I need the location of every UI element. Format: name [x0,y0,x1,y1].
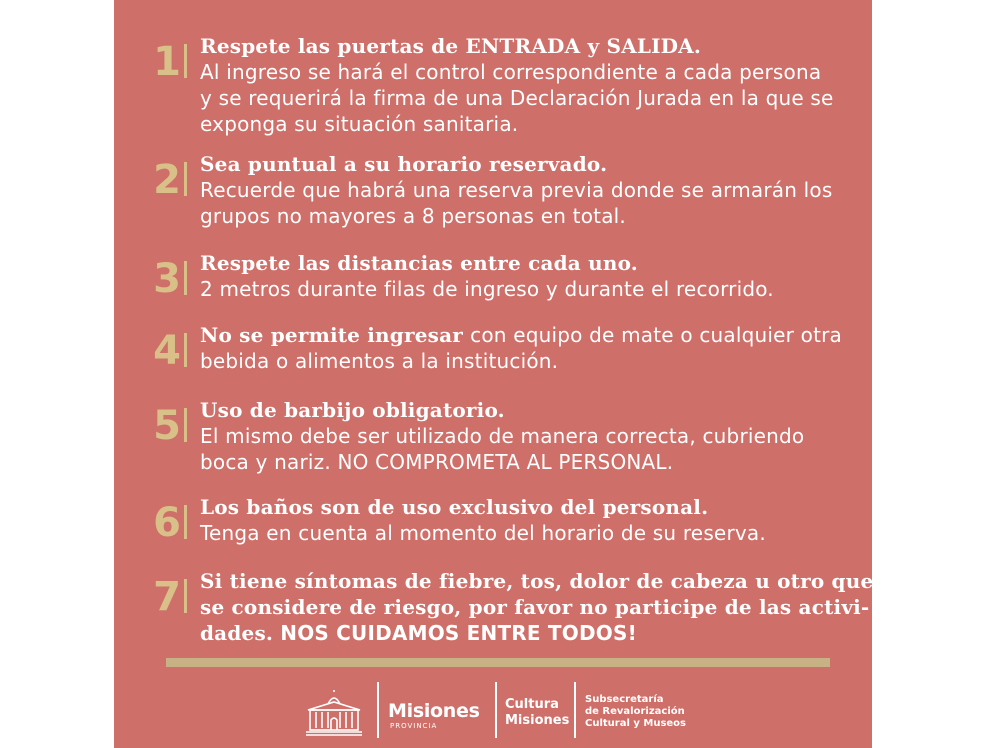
rule-number: 4 [153,328,181,374]
number-divider-bar [184,44,187,78]
number-divider-bar [184,333,187,367]
text-segment: Respete las puertas de ENTRADA y SALIDA. [200,34,702,58]
text-segment: No se permite ingresar [200,323,471,347]
rule-heading-line [200,34,850,60]
rule-body-line [200,86,850,112]
government-building-icon [304,690,364,736]
rule-heading-line [200,152,850,178]
rule-number: 1 [153,39,181,85]
footer [114,672,872,748]
subsecretaria-label: Subsecretaría [585,694,664,705]
text-segment: se considere de riesgo, por favor no participe de las activi- [200,595,870,619]
number-divider-bar [184,408,187,442]
rule-text [200,251,850,303]
rule-heading-line [200,495,850,521]
rule-text [200,495,850,547]
number-divider-bar [184,261,187,295]
rule-body-line [200,178,850,204]
rule-body-line [200,60,850,86]
text-segment: Al ingreso se hará el control correspondiente a cada persona [200,60,822,84]
rule-body-line [200,521,850,547]
subsecretaria-label-line3: Cultural y Museos [585,718,687,729]
info-panel [114,0,872,748]
text-segment: 2 metros durante filas de ingreso y durante el recorrido. [200,277,774,301]
text-segment: NOS CUIDAMOS ENTRE TODOS! [280,621,637,645]
text-segment: Si tiene síntomas de fiebre, tos, dolor de cabeza u otro que [200,569,874,593]
provincia-label: PROVINCIA [390,722,438,730]
text-segment: Respete las distancias entre cada uno. [200,251,638,275]
text-segment: Recuerde que habrá una reserva previa donde se armarán los [200,178,833,202]
footer-separator [574,682,576,738]
text-segment: exponga su situación sanitaria. [200,112,519,136]
rule-heading-line [200,251,850,277]
rule-body-line [200,277,850,303]
footer-separator [495,682,497,738]
number-divider-bar [184,162,187,196]
text-segment: Uso de barbijo obligatorio. [200,398,505,422]
text-segment: Sea puntual a su horario reservado. [200,152,608,176]
rule-text [200,152,850,230]
divider-rule [166,658,830,667]
number-divider-bar [184,505,187,539]
rule-number: 7 [153,574,181,620]
text-segment: boca y nariz. NO COMPROMETA AL PERSONAL. [200,450,674,474]
footer-separator [377,682,379,738]
rule-text [200,323,850,375]
text-segment: con equipo de mate o cualquier otra [470,323,843,347]
rule-heading-line [200,323,850,349]
rule-number: 6 [153,500,181,546]
cultura-misiones-label: Misiones [505,713,570,728]
rule-body-line [200,349,850,375]
rule-number: 5 [153,403,181,449]
text-segment: bebida o alimentos a la institución. [200,349,559,373]
cultura-label: Cultura [505,697,559,712]
rule-body-line [200,204,850,230]
rule-body-line [200,424,850,450]
rule-number: 3 [153,256,181,302]
subsecretaria-label-line2: de Revalorización [585,706,685,717]
number-divider-bar [184,579,187,613]
text-segment: dades. [200,621,281,645]
text-segment: y se requerirá la firma de una Declaración Jurada en la que se [200,86,834,110]
rule-body-line [200,450,850,476]
rule-number: 2 [153,157,181,203]
rule-heading-line [200,398,850,424]
rule-text [200,398,850,476]
text-segment: grupos no mayores a 8 personas en total. [200,204,626,228]
rule-body-line [200,621,850,647]
misiones-logo-text: Misiones [388,700,480,722]
rule-body-line [200,112,850,138]
text-segment: Los baños son de uso exclusivo del personal. [200,495,709,519]
text-segment: Tenga en cuenta al momento del horario de su reserva. [200,521,766,545]
rule-text [200,569,874,647]
text-segment: El mismo debe ser utilizado de manera correcta, cubriendo [200,424,805,448]
rule-heading-line [200,569,874,595]
rule-body-line [200,595,870,621]
rule-text [200,34,850,138]
